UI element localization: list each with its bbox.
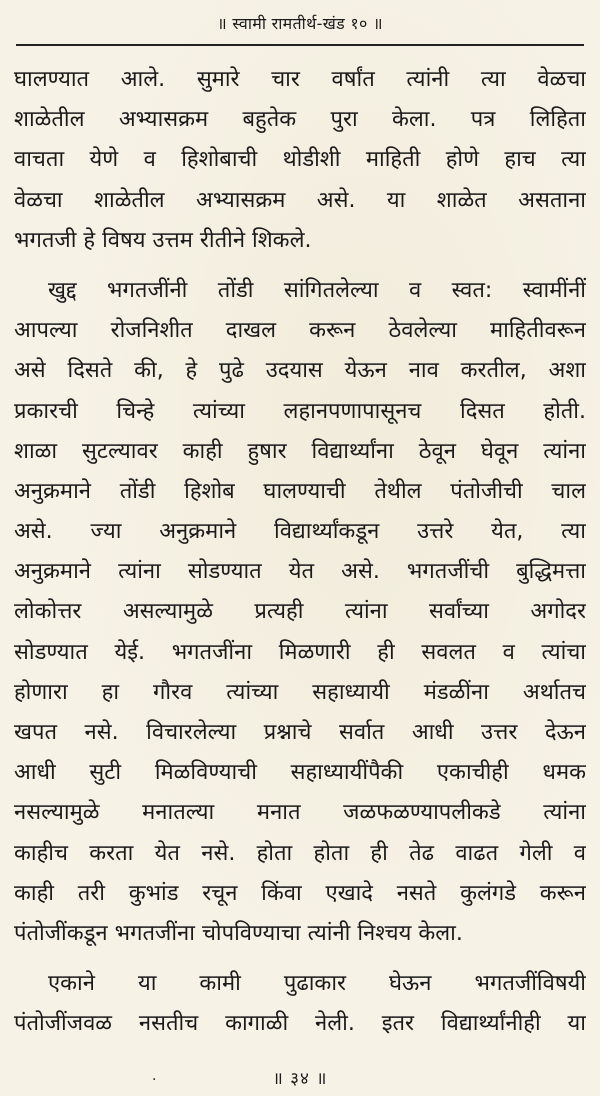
text-line: भगतजी हे विषय उत्तम रीतीने शिकले. xyxy=(14,227,312,253)
text-line: वेळचा शाळेतील अभ्यासक्रम असे. या शाळेत असताना xyxy=(14,187,586,213)
text-line: असे. ज्या अनुक्रमाने विद्यार्थ्यांकडून उत्तरे येत, त्या xyxy=(14,519,586,545)
paragraph-3 xyxy=(14,964,586,1044)
paragraph-1 xyxy=(14,60,586,261)
paragraph-2 xyxy=(14,271,586,954)
text-line: वाचता येणे व हिशोबाची थोडीशी माहिती होणे हाच त्या xyxy=(14,147,586,173)
text-line: आपल्या रोजनिशीत दाखल करून ठेवलेल्या माहितीवरून xyxy=(14,318,586,344)
text-line: प्रकारची चिन्हे त्यांच्या लहानपणापासूनच दिसत होती. xyxy=(14,398,586,424)
text-line: आधी सुटी मिळविण्याची सहाध्यायींपैकी एकाचीही धमक xyxy=(14,760,586,786)
text-line: लोकोत्तर असल्यामुळे प्रत्यही त्यांना सर्वांच्या अगोदर xyxy=(14,599,586,625)
text-line: अनुक्रमाने त्यांना सोडण्यात येत असे. भगतजींची बुद्धिमत्ता xyxy=(14,559,586,585)
page-number: ॥ ३४ ॥ xyxy=(272,1069,328,1089)
text-line: शाळेतील अभ्यासक्रम बहुतेक पुरा केला. पत्र लिहिता xyxy=(14,107,586,133)
page-header-title: ॥ स्वामी रामतीर्थ-खंड १० ॥ xyxy=(217,14,383,33)
text-line: शाळा सुटल्यावर काही हुषार विद्यार्थ्यांना ठेवून घेवून त्यांना xyxy=(14,438,586,464)
text-line: सोडण्यात येई. भगतजींना मिळणारी ही सवलत व त्यांचा xyxy=(14,639,586,665)
text-line: खुद्द भगतजींनी तोंडी सांगितलेल्या व स्वत: स्वामींनीं xyxy=(48,277,586,303)
header-divider xyxy=(16,44,584,46)
text-line: असे दिसते की, हे पुढे उदयास येऊन नाव करतील, अशा xyxy=(14,358,586,384)
text-line: नसल्यामुळे मनातल्या मनात जळफळण्यापलीकडे त्यांना xyxy=(14,800,586,826)
text-line: खपत नसे. विचारलेल्या प्रश्नाचे सर्वात आधी उत्तर देऊन xyxy=(14,720,586,745)
text-line: एकाने या कामी पुढाकार घेऊन भगतजींविषयी xyxy=(48,971,586,997)
text-line: पंतोजींजवळ नसतीच कागाळी नेली. इतर विद्यार्थ्यांनीही या xyxy=(14,1011,586,1037)
text-line: घालण्यात आले. सुमारे चार वर्षांत त्यांनी त्या वेळचा xyxy=(14,67,586,92)
text-line: होणारा हा गौरव त्यांच्या सहाध्यायी मंडळींना अर्थातच xyxy=(14,679,586,705)
text-line: काही तरी कुभांड रचून किंवा एखादे नसते कुलंगडे करून xyxy=(14,880,586,906)
paragraph-gap xyxy=(14,954,586,964)
text-line: काहीच करता येत नसे. होता होता ही तेढ वाढत गेली व xyxy=(14,840,586,866)
text-line: अनुक्रमाने तोंडी हिशोब घालण्याची तेथील पंतोजीची चाल xyxy=(14,478,586,504)
footer-mark: . xyxy=(152,1068,157,1084)
page-body xyxy=(14,60,586,1045)
text-line: पंतोजींकडून भगतजींना चोपविण्याचा त्यांनी निश्चय केला. xyxy=(14,920,463,946)
paragraph-gap xyxy=(14,261,586,271)
